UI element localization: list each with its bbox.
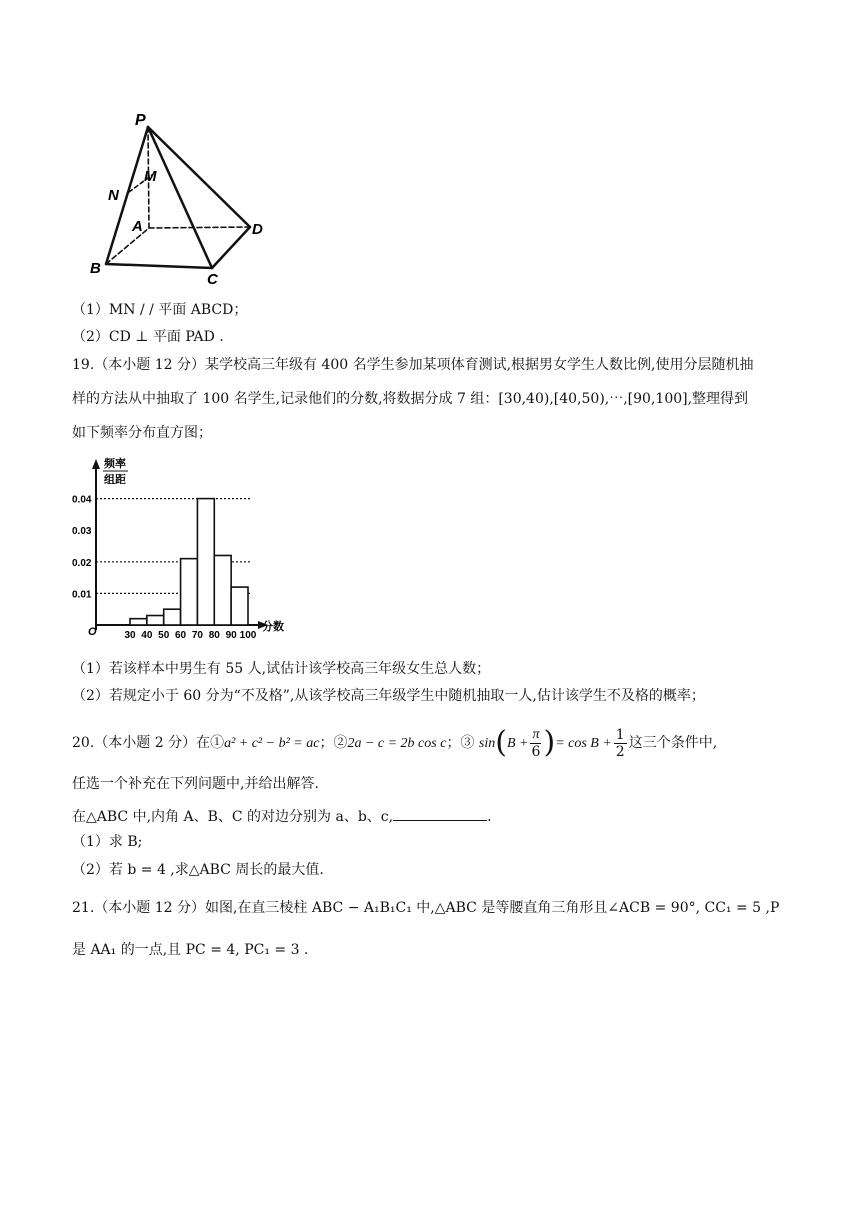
frequency-histogram [70,455,310,645]
q21-line1: 21.（本小题 12 分）如图,在直三棱柱 ABC − A₁B₁C₁ 中,△ABC 是等腰直角三角形且∠ACB = 90°, CC₁ = 5 ,P [72,900,780,916]
label-A: A [132,218,143,235]
bar-60-70 [181,559,198,625]
bar-40-50 [147,616,164,625]
bar-30-40 [130,619,147,625]
q20-part2: （2）若 b = 4 ,求△ABC 周长的最大值. [72,862,324,878]
answer-blank [393,806,487,821]
ytick-label-2: 0.03 [72,526,92,538]
fraction-one-half: $\frac{1}{2}$ [615,726,625,760]
q20-line3 [72,806,492,827]
ylabel-top: 频率 [104,458,126,470]
xtick-label-60: 60 [175,630,187,641]
label-B: B [90,260,101,277]
xtick-label-30: 30 [124,630,136,641]
q20-line3-end: . [487,809,492,825]
ytick-label-1: 0.02 [72,557,92,569]
q18-part1: （1）MN / / 平面 ABCD； [72,302,248,318]
q20-sin: sin [478,736,496,751]
q20-cond1: a² + c² − b² = ac [224,736,320,751]
ytick-label-3: 0.04 [72,494,92,506]
xtick-label-90: 90 [225,630,237,641]
label-P: P [135,112,146,129]
label-M: M [144,168,157,185]
q20-sep2: ；③ [446,735,475,751]
q20-cond3-inner: B + [506,736,529,751]
xlabel: 分数 [262,621,284,633]
q20-part1: （1）求 B; [72,834,143,850]
q21-line2: 是 AA₁ 的一点,且 PC = 4, PC₁ = 3 . [72,942,309,958]
q20-line1: 20.（本小题 2 分）在①a² + c² − b² = ac；②2a − c = 2b cos c；③ sin(B + $\frac{\pi}{6}$ )= cos B + $\frac{1}{2}$ 这三个条件中, [72,725,718,760]
q20-suffix: 这三个条件中, [628,735,718,751]
q19-line1: 19.（本小题 12 分）某学校高三年级有 400 名学生参加某项体育测试,根据男女学生人数比例,使用分层随机抽 [72,357,754,373]
xtick-label-50: 50 [158,630,170,641]
bar-50-60 [164,609,181,625]
ytick-label-0: 0.01 [72,589,92,601]
xtick-label-70: 70 [191,630,203,641]
xtick-label-100: 100 [239,630,257,641]
q20-prefix: 20.（本小题 2 分）在① [72,735,225,751]
bar-90-100 [231,587,248,625]
q20-sep1: ；② [319,735,348,751]
y-axis-arrow [92,459,100,469]
label-N: N [108,187,119,204]
xtick-label-80: 80 [208,630,220,641]
q20-cond3-mid: = cos B + [555,736,612,751]
pyramid-figure [80,105,280,285]
ylabel-bottom: 组距 [104,474,126,486]
q19-part2: （2）若规定小于 60 分为“不及格”,从该学校高三年级学生中随机抽取一人,估计该学生不及格的概率； [72,688,705,704]
q20-line3-text: 在△ABC 中,内角 A、B、C 的对边分别为 a、b、c, [72,809,394,825]
label-D: D [252,221,263,238]
q19-part1: （1）若该样本中男生有 55 人,试估计该学校高三年级女生总人数； [72,661,491,677]
bar-70-80 [197,499,214,625]
bar-80-90 [214,555,231,625]
xtick-label-40: 40 [141,630,153,641]
q19-line2: 样的方法从中抽取了 100 名学生,记录他们的分数,将数据分成 7 组：[30,40),[40,50),⋯,[90,100],整理得到 [72,391,749,407]
q20-line2: 任选一个补充在下列问题中,并给出解答. [72,776,319,792]
q20-cond2: 2a − c = 2b cos c [347,736,447,751]
fraction-pi-over-6: $\frac{\pi}{6}$ [531,726,541,760]
q18-part2: （2）CD ⊥ 平面 PAD . [72,329,224,345]
q19-line3: 如下频率分布直方图； [72,425,212,441]
label-C: C [207,271,218,285]
origin-label: O [88,626,97,638]
